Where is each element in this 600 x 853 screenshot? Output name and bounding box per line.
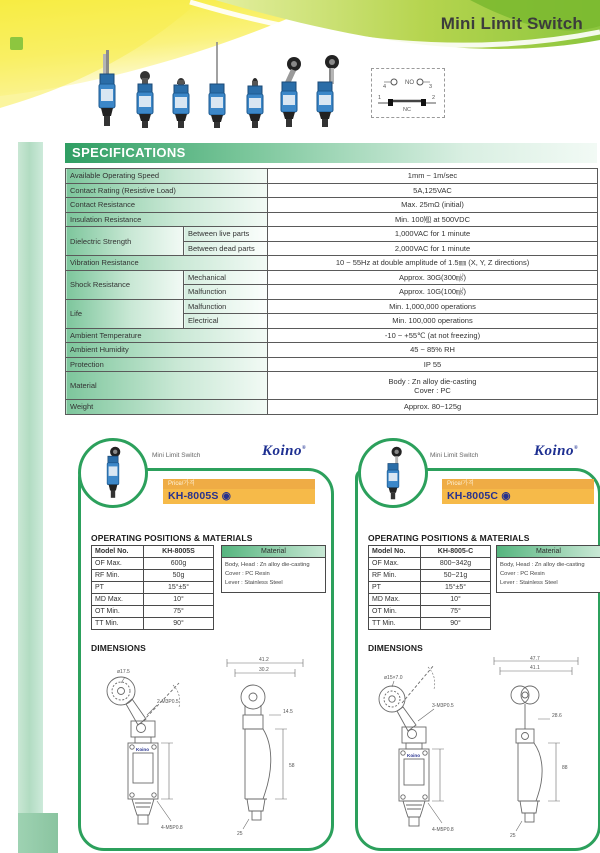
row-value: 75° (421, 606, 491, 618)
row-value: 10° (144, 594, 214, 606)
row-value: 90° (421, 618, 491, 630)
spec-sublabel: Electrical (184, 314, 268, 329)
material-box (221, 545, 326, 593)
dim-label: 4-M5P0.8 (432, 827, 454, 833)
material-line: Lever : Stainless Steel (500, 580, 558, 586)
table-row (66, 343, 598, 358)
dim-label: 3-M3P0.5 (432, 703, 454, 709)
spec-value-line: Body : Zn alloy die-casting (388, 376, 477, 386)
page-title: Mini Limit Switch (440, 14, 583, 33)
row-value: 15°±5° (144, 582, 214, 594)
terminal-3-label: 3 (429, 84, 433, 90)
spec-label: Insulation Resistance (66, 212, 268, 227)
row-label: TT Min. (369, 618, 421, 630)
row-label: PT (92, 582, 144, 594)
table-row (369, 546, 491, 558)
price-model-badge (163, 479, 315, 504)
model-no-value: KH-8005-C (421, 546, 491, 558)
model-no-value: KH-8005S (144, 546, 214, 558)
left-accent-block (18, 813, 58, 853)
spec-label: Weight (66, 400, 268, 415)
spec-value: IP 55 (268, 357, 598, 372)
spec-value (268, 372, 598, 400)
spec-sublabel: Malfunction (184, 299, 268, 314)
price-label: Price/가격 (163, 479, 315, 489)
row-label: OT Min. (92, 606, 144, 618)
terminal-2-label: 2 (432, 95, 436, 101)
limit-switch-photo-4 (200, 42, 234, 128)
product-photo-badge (358, 438, 428, 508)
table-row (66, 270, 598, 285)
spec-value: Approx. 30G(300㎨) (268, 270, 598, 285)
terminal-4-label: 4 (383, 84, 387, 90)
product-card-kh8005c (355, 468, 600, 851)
spec-value: 5A,125VAC (268, 183, 598, 198)
table-row (66, 357, 598, 372)
table-row (66, 183, 598, 198)
brand-logo-text: Koino (534, 443, 575, 459)
table-row (66, 198, 598, 213)
table-row (369, 582, 491, 594)
table-row (92, 618, 214, 630)
table-row (369, 558, 491, 570)
row-value: 50g (144, 570, 214, 582)
circuit-graphic (372, 69, 442, 115)
row-label: PT (369, 582, 421, 594)
card-category-label: Mini Limit Switch (152, 452, 201, 459)
row-value: 15°±5° (421, 582, 491, 594)
table-row (92, 546, 214, 558)
dim-label: 25 (510, 833, 516, 839)
dimension-drawing-front (95, 653, 213, 843)
product-card-kh8005s (78, 468, 334, 851)
limit-switch-photo-1 (90, 50, 124, 128)
table-row (369, 618, 491, 630)
row-label: MD Max. (92, 594, 144, 606)
dimension-drawing-side (486, 653, 586, 843)
spec-sublabel: Between live parts (184, 227, 268, 242)
table-row (369, 594, 491, 606)
brand-logo (262, 443, 306, 460)
table-row (66, 400, 598, 415)
brand-logo-text: Koino (262, 443, 303, 459)
price-model-badge (442, 479, 594, 504)
table-row (369, 606, 491, 618)
spec-sublabel: Malfunction (184, 285, 268, 300)
product-photo-badge (78, 438, 148, 508)
table-row (66, 227, 598, 242)
specifications-table (65, 168, 598, 415)
limit-switch-photo (378, 446, 408, 500)
spec-label: Dielectric Strength (66, 227, 184, 256)
dim-label: 2-M3P0.5 (157, 699, 179, 705)
spec-value: 1,000VAC for 1 minute (268, 227, 598, 242)
spec-label: Available Operating Speed (66, 169, 268, 184)
contact-circuit-diagram (371, 68, 445, 118)
terminal-1-label: 1 (378, 95, 382, 101)
spec-label: Contact Rating (Resistive Load) (66, 183, 268, 198)
spec-value: -10 ~ +55℃ (at not freezing) (268, 328, 598, 343)
row-value: 10° (421, 594, 491, 606)
row-label: RF Min. (92, 570, 144, 582)
row-label: RF Min. (369, 570, 421, 582)
model-no-label: Model No. (92, 546, 144, 558)
dim-label: 41.1 (530, 665, 540, 671)
spec-value: 45 ~ 85% RH (268, 343, 598, 358)
row-value: 50~21g (421, 570, 491, 582)
left-accent-bar (18, 142, 43, 813)
dim-label: 4-M5P0.8 (161, 825, 183, 831)
positions-table (368, 545, 491, 630)
table-row (92, 606, 214, 618)
dim-label: ø15×7.0 (384, 675, 403, 681)
material-heading: Material (497, 546, 600, 558)
drawing-brand-label: Koino (136, 747, 150, 752)
spec-label: Contact Resistance (66, 198, 268, 213)
spec-label: Material (66, 372, 268, 400)
row-label: MD Max. (369, 594, 421, 606)
material-line: Body, Head : Zn alloy die-casting (225, 562, 310, 568)
material-box (496, 545, 600, 593)
card-category-label: Mini Limit Switch (430, 452, 479, 459)
drawing-brand-label: Koino (407, 753, 421, 758)
price-label: Price/가격 (442, 479, 594, 489)
limit-switch-photo-6 (272, 56, 310, 128)
material-lines (497, 558, 600, 592)
spec-label: Protection (66, 357, 268, 372)
table-row (92, 594, 214, 606)
limit-switch-photo-7 (308, 54, 346, 128)
table-row (92, 558, 214, 570)
spec-label: Ambient Temperature (66, 328, 268, 343)
dim-label: 25 (237, 831, 243, 837)
row-value: 600g (144, 558, 214, 570)
material-line: Body, Head : Zn alloy die-casting (500, 562, 585, 568)
table-row (66, 372, 598, 400)
spec-sublabel: Between dead parts (184, 241, 268, 256)
dim-label: 47.7 (530, 656, 540, 662)
accent-square (10, 37, 23, 50)
limit-switch-photo-3 (164, 72, 198, 128)
row-value: 75° (144, 606, 214, 618)
spec-value: Min. 100,000 operations (268, 314, 598, 329)
model-number: KH-8005S ◉ (163, 489, 315, 504)
table-row (66, 299, 598, 314)
table-row (92, 582, 214, 594)
material-lines (222, 558, 325, 592)
positions-heading: OPERATING POSITIONS & MATERIALS (91, 533, 253, 543)
row-label: OF Max. (92, 558, 144, 570)
registered-mark: ® (302, 446, 307, 451)
limit-switch-photo (98, 446, 128, 500)
spec-value: Min. 100㏁ at 500VDC (268, 212, 598, 227)
dimension-drawing-side (215, 653, 315, 843)
spec-value: 1mm ~ 1m/sec (268, 169, 598, 184)
material-heading: Material (222, 546, 325, 558)
row-value: 800~342g (421, 558, 491, 570)
model-number: KH-8005C ◉ (442, 489, 594, 504)
dim-label: ø17.5 (117, 669, 130, 675)
nc-label: NC (403, 107, 411, 113)
table-row (66, 328, 598, 343)
dim-label: 14.5 (283, 709, 293, 715)
material-line: Cover : PC Resin (500, 571, 545, 577)
brand-logo (534, 443, 578, 460)
spec-sublabel: Mechanical (184, 270, 268, 285)
registered-mark: ® (574, 446, 579, 451)
spec-value: Min. 1,000,000 operations (268, 299, 598, 314)
dim-label: 88 (562, 765, 568, 771)
spec-value: Approx. 10G(100㎨) (268, 285, 598, 300)
dim-label: 30.2 (259, 667, 269, 673)
table-row (66, 212, 598, 227)
material-line: Lever : Stainless Steel (225, 580, 283, 586)
limit-switch-photo-2 (128, 70, 162, 128)
row-label: OT Min. (369, 606, 421, 618)
table-row (66, 169, 598, 184)
spec-value: Approx. 80~125g (268, 400, 598, 415)
table-row (92, 570, 214, 582)
specifications-heading: SPECIFICATIONS (65, 143, 597, 163)
spec-value: 2,000VAC for 1 minute (268, 241, 598, 256)
spec-value: Max. 25mΩ (initial) (268, 198, 598, 213)
dimension-drawing-front (368, 653, 486, 843)
model-no-label: Model No. (369, 546, 421, 558)
spec-label: Vibration Resistance (66, 256, 268, 271)
spec-label: Life (66, 299, 184, 328)
spec-value-line: Cover : PC (414, 385, 451, 395)
row-value: 90° (144, 618, 214, 630)
material-line: Cover : PC Resin (225, 571, 270, 577)
dimensions-heading: DIMENSIONS (368, 643, 423, 653)
positions-table (91, 545, 214, 630)
spec-label: Ambient Humidity (66, 343, 268, 358)
table-row (369, 570, 491, 582)
table-row (66, 256, 598, 271)
dim-label: 58 (289, 763, 295, 769)
dimensions-heading: DIMENSIONS (91, 643, 146, 653)
dim-label: 41.2 (259, 657, 269, 663)
no-label: NO (405, 80, 414, 86)
spec-label: Shock Resistance (66, 270, 184, 299)
dim-label: 28.6 (552, 713, 562, 719)
row-label: OF Max. (369, 558, 421, 570)
positions-heading: OPERATING POSITIONS & MATERIALS (368, 533, 530, 543)
row-label: TT Min. (92, 618, 144, 630)
spec-value: 10 ~ 55Hz at double amplitude of 1.5㎜ (X, Y, Z directions) (268, 256, 598, 271)
limit-switch-photo-5 (238, 74, 272, 128)
